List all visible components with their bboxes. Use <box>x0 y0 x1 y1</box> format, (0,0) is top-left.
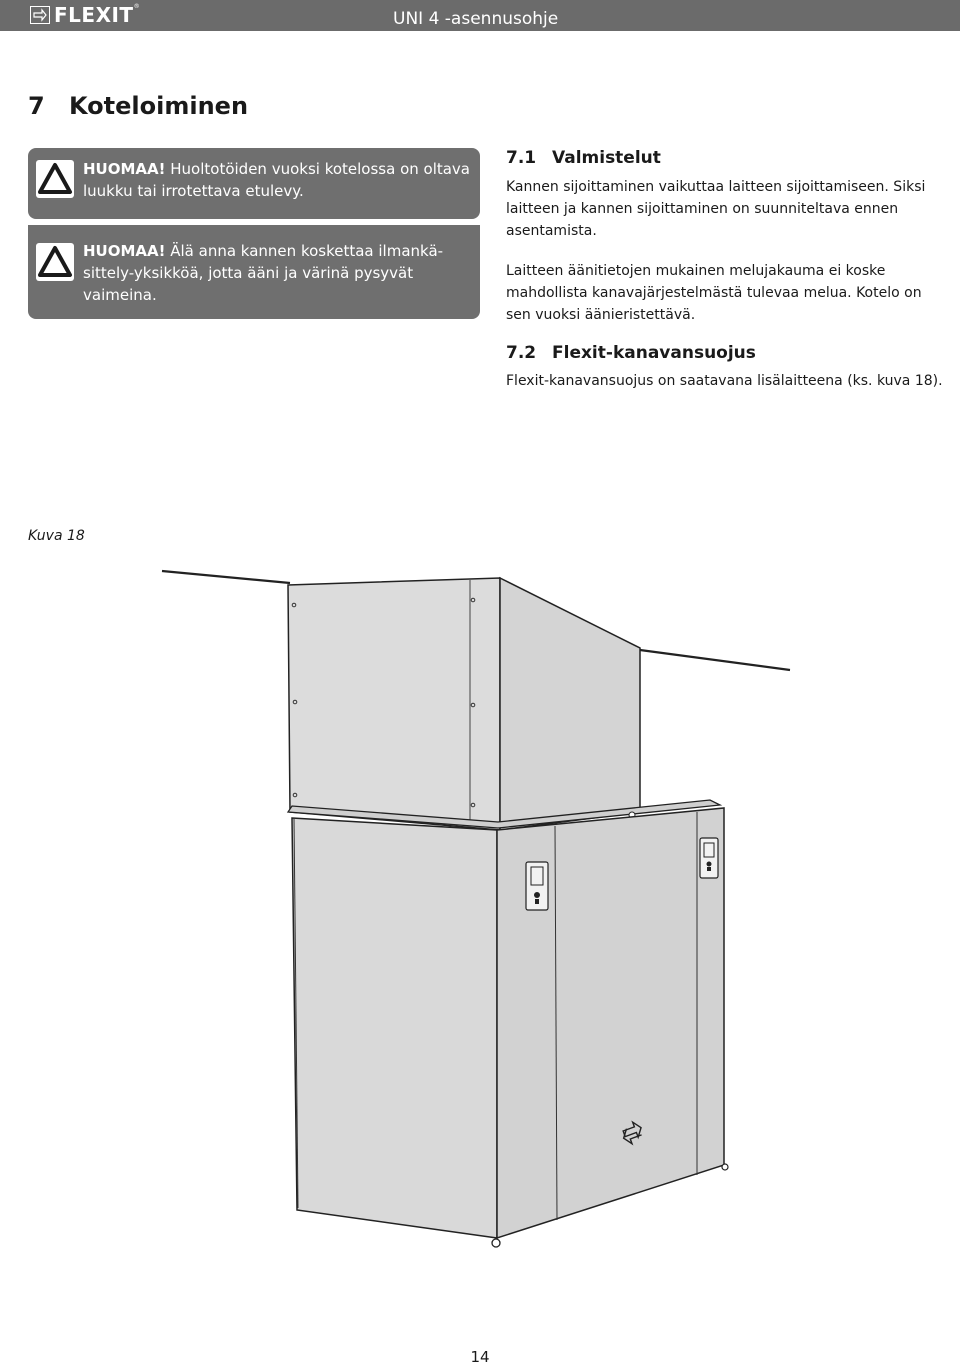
paragraph-7-1-b: Laitteen äänitietojen mukainen melujakauma ei koske mahdollista kanavajärjestelmästä tulevaa melua. Kotelo on sen vuoksi äänieristettävä. <box>506 263 922 323</box>
cover-side-panel <box>500 578 640 830</box>
warning-label: HUOMAA! <box>83 242 166 260</box>
unit-foot <box>492 1239 500 1247</box>
warning-triangle-icon <box>36 160 74 198</box>
paragraph-7-2-a: Flexit-kanavansuojus on saatavana lisälaitteena (ks. kuva 18). <box>506 373 943 389</box>
logo-text: FLEXIT® <box>54 3 141 27</box>
page-number: 14 <box>470 1348 490 1366</box>
warning-box-1 <box>28 148 480 219</box>
warning-box-2 <box>28 225 480 319</box>
unit-foot <box>722 1164 728 1170</box>
flexit-logo <box>30 4 140 26</box>
subsection-heading-7-1: 7.1 Valmistelut <box>506 148 661 168</box>
section-title: Koteloiminen <box>69 92 249 120</box>
flexit-logo-icon <box>30 6 50 24</box>
unit-front-panel <box>292 818 497 1238</box>
warning-text-2: HUOMAA! Älä anna kannen koskettaa ilmankä-sittely-yksikköä, jotta ääni ja värinä pysyvät vaimeina. <box>83 242 444 304</box>
unit-with-cover-illustration <box>150 560 950 1260</box>
ceiling-line-right <box>640 650 790 670</box>
warning-triangle-icon <box>36 243 74 281</box>
warning-text-1: HUOMAA! Huoltotöiden vuoksi kotelossa on oltava luukku tai irrotettava etulevy. <box>83 160 471 200</box>
section-number: 7 <box>28 92 45 120</box>
figure-caption: Kuva 18 <box>28 528 85 544</box>
cover-front-panel <box>288 578 500 830</box>
subsection-heading-7-2: 7.2 Flexit-kanavansuojus <box>506 343 756 363</box>
paragraph-7-1-a: Kannen sijoittaminen vaikuttaa laitteen sijoittamiseen. Siksi laitteen ja kannen sijoittaminen on suunniteltava ennen asentamista. <box>506 179 926 239</box>
door-latch-right <box>700 838 718 878</box>
ceiling-line-left <box>162 571 290 583</box>
door-latch-left <box>526 862 548 910</box>
document-title: UNI 4 -asennusohje <box>393 9 559 29</box>
section-heading <box>28 92 248 120</box>
warning-label: HUOMAA! <box>83 160 166 178</box>
page-header <box>0 0 960 31</box>
